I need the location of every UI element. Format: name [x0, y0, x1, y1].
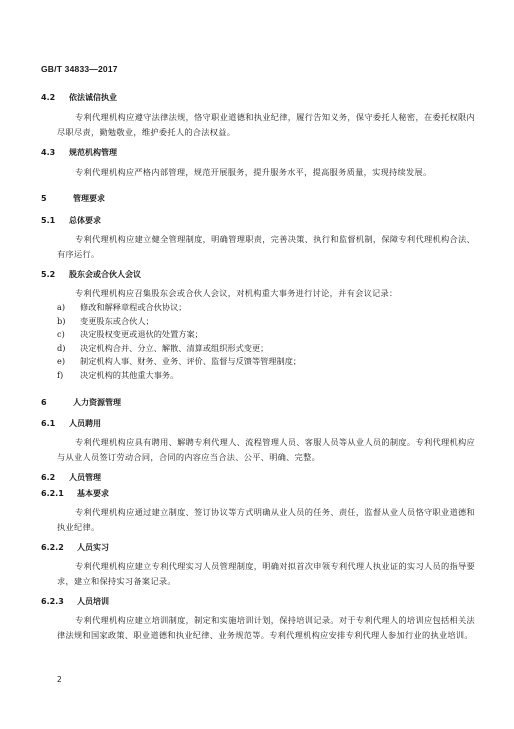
paragraph-6-2-1: 专利代理机构应通过建立制度、签订协议等方式明确从业人员的任务、责任，监督从业人员恪守职业道德和执业纪律。 [57, 507, 475, 532]
paragraph-6-2-2: 专利代理机构应建立专利代理实习人员管理制度，明确对拟首次申领专利代理人执业证的实习人员的指导要求，建立和保持实习备案记录。 [57, 561, 475, 586]
paragraph-6-2-3: 专利代理机构应建立培训制度，制定和实施培训计划，保持培训记录。对于专利代理人的培训应包括相关法律法规和国家政策、职业道德和执业纪律、业务规范等。专利代理机构应安排专利代理人参加行业的执业培训。 [57, 615, 475, 640]
heading-6-2-3: 6.2.3 人员培训 [41, 597, 109, 606]
heading-5-2: 5.2 股东会或合伙人会议 [41, 270, 141, 279]
standard-code: GB/T 34833—2017 [41, 64, 118, 74]
list-item: f) 决定机构的其他重大事务。 [57, 369, 179, 380]
heading-6-2: 6.2 人员管理 [41, 473, 101, 482]
heading-4-2: 4.2 依法诚信执业 [41, 93, 117, 102]
heading-5: 5 管理要求 [41, 194, 105, 203]
list-item: b) 变更股东或合伙人； [57, 315, 154, 326]
list-item: d) 决定机构合并、分立、解散、清算或组织形式变更； [57, 342, 269, 353]
heading-6: 6 人力资源管理 [41, 398, 121, 407]
list-item: e) 制定机构人事、财务、业务、评价、监督与反馈等管理制度； [57, 356, 302, 366]
document-body [41, 92, 475, 643]
paragraph-4-3: 专利代理机构应严格内部管理，规范开展服务，提升服务水平，提高服务质量，实现持续发展。 [75, 167, 432, 177]
heading-4-3: 4.3 规范机构管理 [41, 148, 117, 157]
heading-6-2-1: 6.2.1 基本要求 [41, 489, 109, 498]
paragraph-5-1: 专利代理机构应建立健全管理制度，明确管理职责，完善决策、执行和监督机制，保障专利代理机构合法、有序运行。 [57, 234, 475, 259]
list-item: c) 决定股权变更或退伙的处置方案； [57, 329, 203, 339]
paragraph-6-1: 专利代理机构应具有聘用、解聘专利代理人、流程管理人员、客服人员等从业人员的制度。专利代理机构应与从业人员签订劳动合同，合同的内容应当合法、公平、明确、完整。 [57, 437, 475, 462]
paragraph-5-2: 专利代理机构应召集股东会或合伙人会议，对机构重大事务进行讨论，并有会议记录： [75, 288, 398, 298]
heading-6-1: 6.1 人员聘用 [41, 419, 101, 428]
heading-6-2-2: 6.2.2 人员实习 [41, 543, 109, 552]
paragraph-4-2: 专利代理机构应遵守法律法规，恪守职业道德和执业纪律，履行告知义务，保守委托人秘密，在委托权限内尽职尽责，勤勉敬业，维护委托人的合法权益。 [57, 112, 475, 137]
page-number: 2 [57, 675, 62, 684]
list-item: a) 修改和解释章程或合伙协议； [57, 302, 187, 312]
heading-5-1: 5.1 总体要求 [41, 216, 101, 225]
